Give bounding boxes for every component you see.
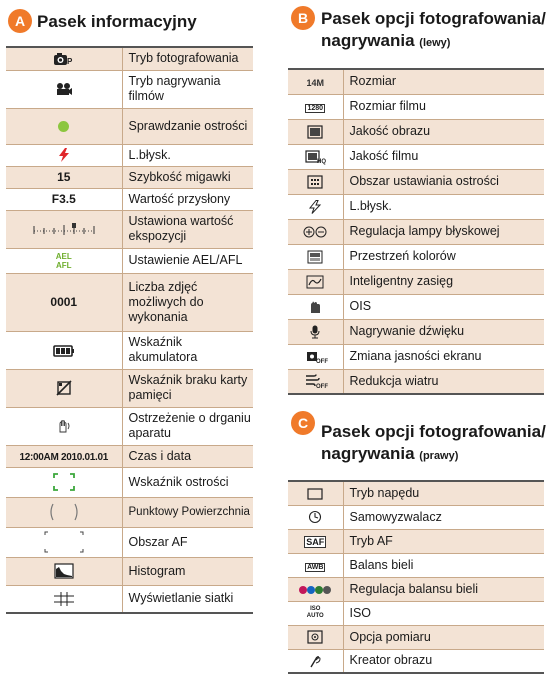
row-label: ISO <box>349 605 372 620</box>
row-label: Obszar AF <box>128 534 188 549</box>
exposure-scale-icon <box>32 222 96 236</box>
table-row <box>6 273 253 331</box>
spot-brackets-icon <box>47 503 81 521</box>
table-row <box>288 69 544 94</box>
row-label: Wskaźnik braku karty pamięci <box>128 373 248 402</box>
table-row <box>288 294 544 319</box>
row-label: Regulacja balansu bieli <box>349 581 479 596</box>
row-label: Sprawdzanie ostrości <box>128 118 248 133</box>
time-date-value: 12:00AM 2010.01.01 <box>19 452 109 463</box>
row-label: Kreator obrazu <box>349 653 433 668</box>
row-label: Tryb fotografowania <box>128 51 239 66</box>
row-label: L.błysk. <box>128 147 171 162</box>
row-label: Tryb napędu <box>349 485 420 500</box>
movie-camera-icon <box>55 82 73 96</box>
table-row <box>6 585 253 613</box>
no-card-icon <box>56 380 72 396</box>
section-a-table <box>6 46 253 614</box>
table-row <box>288 119 544 144</box>
table-row <box>6 467 253 497</box>
row-label: Zmiana jasności ekranu <box>349 349 482 363</box>
row-label: Punktowy Powierzchnia <box>128 505 250 518</box>
section-c-title-line1: Pasek opcji fotografowania/ <box>321 422 546 441</box>
row-label: Jakość filmu <box>349 149 419 163</box>
shots-remaining-value: 0001 <box>50 295 78 309</box>
svg-text:OFF: OFF <box>316 358 329 365</box>
movie-size-icon: 1280 <box>307 105 324 112</box>
flash-outline-icon <box>309 200 321 214</box>
table-row <box>6 108 253 144</box>
color-space-icon <box>307 250 323 264</box>
section-c-badge: C <box>291 411 315 435</box>
grid-icon <box>53 591 75 607</box>
row-label: Redukcja wiatru <box>349 373 439 388</box>
table-row <box>288 505 544 529</box>
af-area-icon <box>44 531 84 553</box>
battery-icon <box>53 345 75 357</box>
table-row <box>6 166 253 188</box>
table-row <box>288 625 544 649</box>
table-row <box>6 248 253 273</box>
row-label: Przestrzeń kolorów <box>349 249 456 263</box>
ael-afl-icon <box>6 252 122 270</box>
row-label: Samowyzwalacz <box>349 509 442 524</box>
section-a-title: Pasek informacyjny <box>37 12 197 31</box>
table-row <box>288 553 544 577</box>
histogram-icon <box>54 563 74 579</box>
table-row <box>6 331 253 369</box>
row-label: Obszar ustawiania ostrości <box>349 174 499 188</box>
row-label: Czas i data <box>128 448 192 463</box>
microphone-icon <box>309 325 321 339</box>
section-c-table <box>288 480 544 674</box>
table-row <box>288 94 544 119</box>
drive-mode-icon <box>307 488 323 500</box>
section-b-table <box>288 68 544 395</box>
row-label: Jakość obrazu <box>349 124 431 138</box>
table-row <box>6 445 253 467</box>
table-row <box>288 369 544 394</box>
table-row <box>6 527 253 557</box>
table-row <box>288 319 544 344</box>
iso-icon: ISO AUTO <box>306 606 324 619</box>
image-quality-icon <box>307 125 323 139</box>
aperture-value: F3.5 <box>51 192 76 206</box>
table-row <box>288 577 544 601</box>
row-label: Ostrzeżenie o drganiu aparatu <box>128 411 251 440</box>
row-label: Wskaźnik ostrości <box>128 474 229 489</box>
section-c-title <box>321 421 546 467</box>
table-row <box>6 369 253 407</box>
afl-label: AFL <box>55 260 72 270</box>
table-row <box>288 219 544 244</box>
row-label: Opcja pomiaru <box>349 629 431 644</box>
section-c-title-line2 <box>321 443 546 467</box>
table-row <box>288 194 544 219</box>
table-row <box>6 407 253 445</box>
row-label: Balans bieli <box>349 557 414 572</box>
row-label: Tryb nagrywania filmów <box>128 74 221 103</box>
row-label: Ustawienie AEL/AFL <box>128 253 243 267</box>
table-row <box>6 144 253 166</box>
row-label: Liczba zdjęć możliwych do wykonania <box>128 279 204 324</box>
screen-brightness-icon <box>306 350 329 365</box>
row-label: Wskaźnik akumulatora <box>128 335 198 364</box>
section-b-title-line2 <box>321 30 546 54</box>
camera-program-icon <box>53 52 75 66</box>
table-row <box>288 244 544 269</box>
flash-adjust-icon <box>303 226 327 238</box>
row-label: Regulacja lampy błyskowej <box>349 224 500 238</box>
green-dot-icon <box>58 121 69 132</box>
table-row <box>288 601 544 625</box>
table-row <box>288 269 544 294</box>
photo-size-icon: 14M <box>306 77 324 88</box>
focus-area-icon <box>307 175 323 189</box>
section-b-badge: B <box>291 6 315 30</box>
section-c-title-word: nagrywania <box>321 444 415 463</box>
svg-text:OFF: OFF <box>316 384 329 391</box>
self-timer-icon <box>308 510 322 524</box>
svg-text:P: P <box>66 57 73 67</box>
af-mode-icon: SAF <box>306 537 325 547</box>
table-row <box>6 188 253 210</box>
section-a-badge: A <box>8 9 32 33</box>
ael-label: AEL <box>55 251 72 261</box>
section-b-title-suffix: (lewy) <box>419 37 451 49</box>
ois-icon <box>307 300 323 314</box>
row-label: Szybkość migawki <box>128 169 231 184</box>
table-row <box>288 144 544 169</box>
section-c-title-suffix: (prawy) <box>419 450 459 462</box>
row-label: OIS <box>349 299 372 313</box>
table-row <box>6 557 253 585</box>
row-label: Inteligentny zasięg <box>349 274 454 288</box>
row-label: Histogram <box>128 563 186 578</box>
table-row <box>288 481 544 505</box>
section-b-title-word: nagrywania <box>321 31 415 50</box>
row-label: L.błysk. <box>349 199 392 213</box>
row-label: Rozmiar <box>349 74 397 89</box>
row-label: Ustawiona wartość ekspozycji <box>128 214 234 243</box>
section-b-title-line1: Pasek opcji fotografowania/ <box>321 9 546 28</box>
wb-adjust-icon <box>298 585 332 595</box>
picture-wizard-icon <box>308 654 322 668</box>
row-label: Tryb AF <box>349 533 393 548</box>
smart-range-icon <box>306 275 324 289</box>
metering-icon <box>307 630 323 644</box>
white-balance-icon: AWB <box>307 563 324 571</box>
table-row <box>288 649 544 673</box>
movie-quality-icon <box>305 150 325 164</box>
row-label: Wartość przysłony <box>128 191 231 206</box>
svg-text:HQ: HQ <box>317 158 327 165</box>
row-label: Wyświetlanie siatki <box>128 591 234 606</box>
table-row <box>288 529 544 553</box>
table-row <box>6 70 253 108</box>
shake-warning-icon <box>56 419 72 433</box>
shutter-speed-value: 15 <box>57 170 71 184</box>
table-row <box>6 497 253 527</box>
row-label: Rozmiar filmu <box>349 99 426 113</box>
table-row <box>288 169 544 194</box>
flash-icon <box>58 148 70 162</box>
section-b-title <box>321 8 546 54</box>
table-row <box>6 47 253 70</box>
table-row <box>6 210 253 248</box>
wind-cut-icon <box>305 373 329 391</box>
focus-frame-icon <box>53 473 75 491</box>
table-row <box>288 344 544 369</box>
row-label: Nagrywanie dźwięku <box>349 324 465 338</box>
